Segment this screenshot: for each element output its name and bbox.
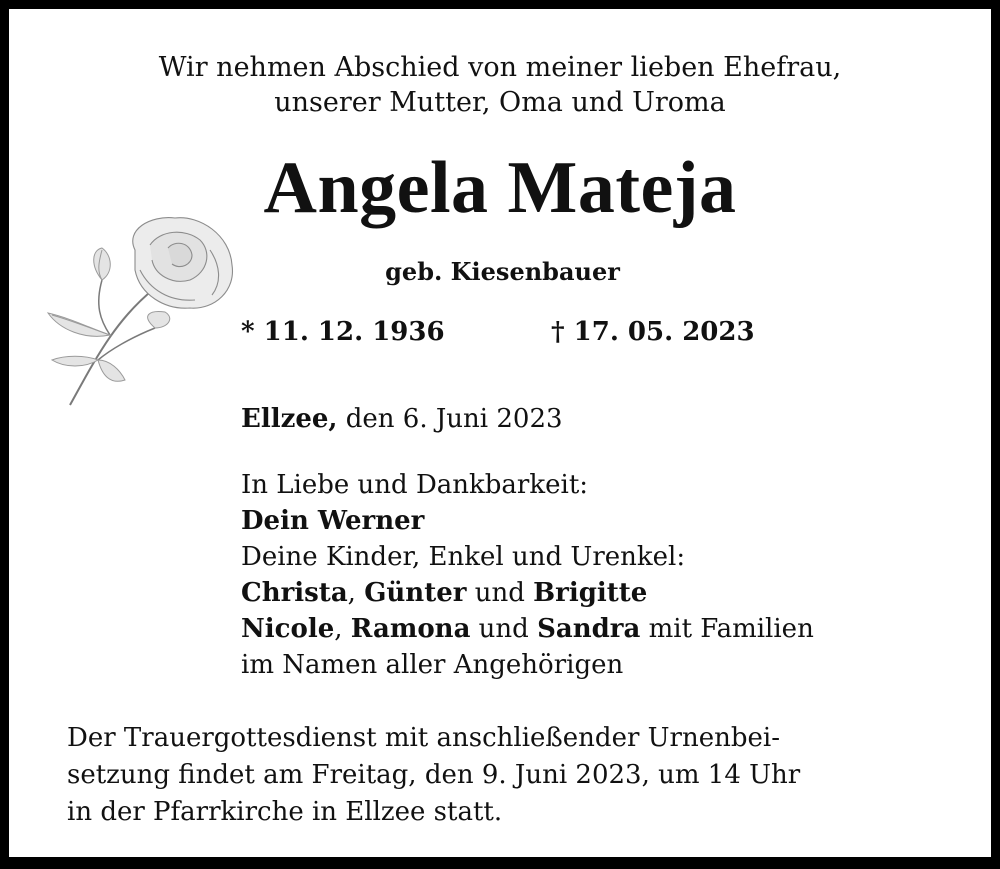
service-line-2: setzung findet am Freitag, den 9. Juni 2023, um 14 Uhr: [67, 760, 801, 790]
child-name: Christa: [241, 578, 348, 608]
dateline-date: den 6. Juni 2023: [337, 404, 563, 434]
grandchildren-line: [241, 611, 814, 647]
separator: und: [470, 614, 538, 644]
closing-line: im Namen aller Angehörigen: [241, 650, 624, 680]
families-suffix: mit Familien: [640, 614, 814, 644]
separator: und: [466, 578, 534, 608]
children-heading: Deine Kinder, Enkel und Urenkel:: [241, 542, 686, 572]
service-announcement: [67, 720, 800, 831]
mourners-block: [241, 467, 814, 683]
separator: ,: [347, 578, 365, 608]
mourners-heading: In Liebe und Dankbarkeit:: [241, 470, 589, 500]
dateline: [241, 401, 563, 437]
death-date: † 17. 05. 2023: [551, 317, 755, 347]
rose-icon: [40, 210, 240, 415]
dateline-place: Ellzee,: [241, 404, 338, 434]
grandchild-name: Nicole: [241, 614, 335, 644]
maiden-name: geb. Kiesenbauer: [385, 257, 620, 286]
separator: ,: [334, 614, 351, 644]
intro-line-2: unserer Mutter, Oma und Uroma: [274, 87, 726, 118]
service-line-3: in der Pfarrkirche in Ellzee statt.: [67, 797, 503, 827]
child-name: Günter: [364, 578, 467, 608]
birth-date: * 11. 12. 1936: [241, 317, 445, 347]
grandchild-name: Ramona: [350, 614, 471, 644]
intro-line-1: Wir nehmen Abschied von meiner lieben Ehefrau,: [158, 52, 842, 83]
child-name: Brigitte: [533, 578, 648, 608]
children-line: [241, 575, 814, 611]
deceased-name: Angela Mateja: [263, 147, 737, 229]
spouse-name: Dein Werner: [241, 506, 425, 536]
grandchild-name: Sandra: [537, 614, 641, 644]
service-line-1: Der Trauergottesdienst mit anschließender Urnenbei-: [67, 723, 780, 753]
